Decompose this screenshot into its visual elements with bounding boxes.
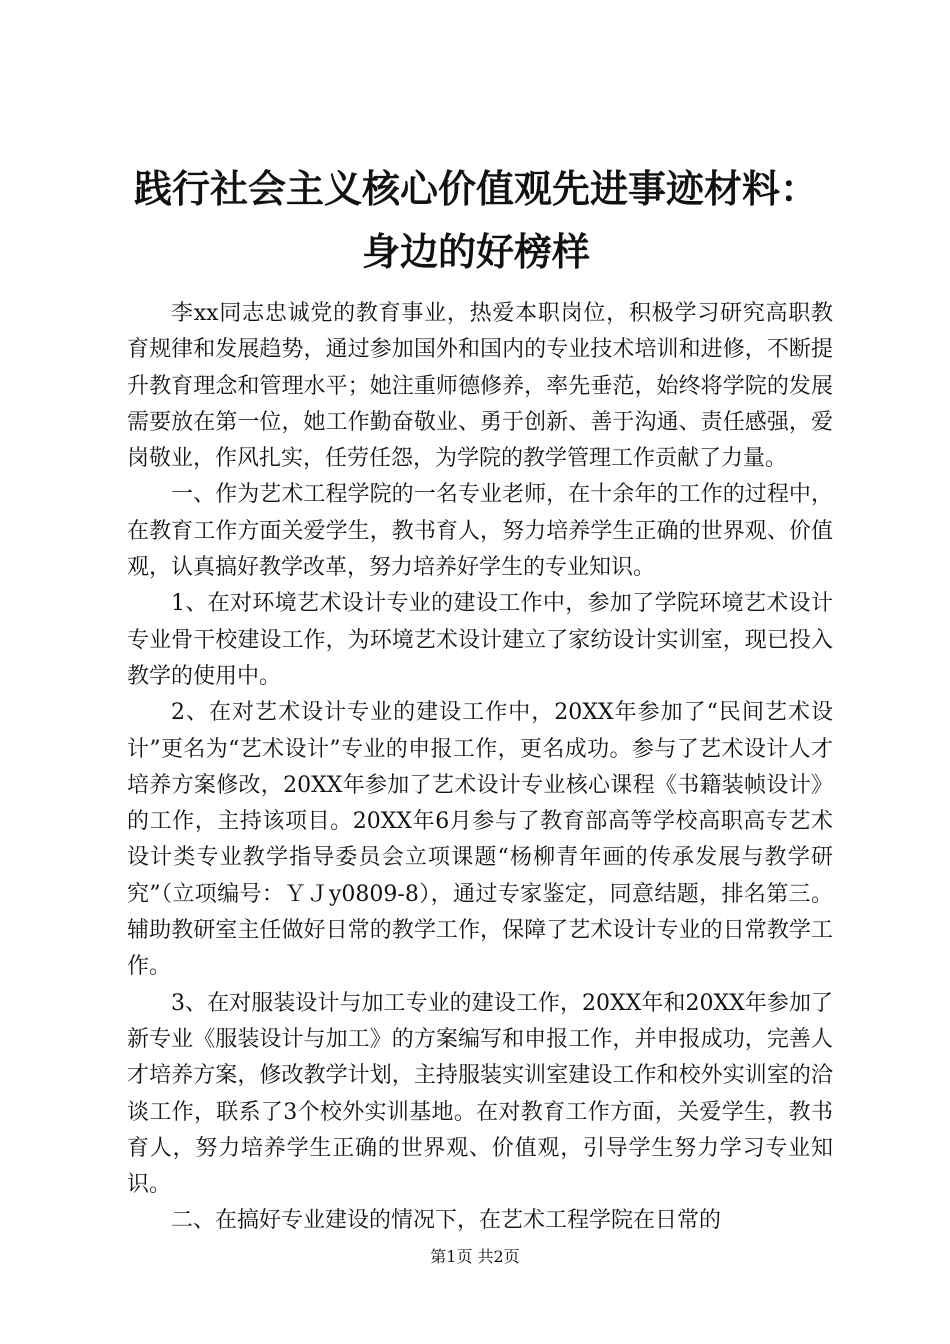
paragraph: 2、在对艺术设计专业的建设工作中，20XX年参加了“民间艺术设计”更名为“艺术设计”专业的申报工作，更名成功。参与了艺术设计人才培养方案修改，20XX年参加了艺术设计专业核心课程《书籍装帧设计》的工作，主持该项目。20XX年6月参与了教育部高等学校高职高专艺术设计类专业教学指导委员会立项课题“杨柳青年画的传承发展与教学研究”（立项编号：ＹＪy0809-8），通过专家鉴定，同意结题，排名第三。辅助教研室主任做好日常的教学工作，保障了艺术设计专业的日常教学工作。: [127, 700, 833, 980]
paragraph: 二、在搞好专业建设的情况下，在艺术工程学院在日常的: [171, 1208, 722, 1234]
paragraph: 李xx同志忠诚党的教育事业，热爱本职岗位，积极学习研究高职教育规律和发展趋势，通过参加国外和国内的专业技术培训和进修，不断提升教育理念和管理水平；她注重师德修养，率先垂范，始终将学院的发展需要放在第一位，她工作勤奋敬业、勇于创新、善于沟通、责任感强，爱岗敬业，作风扎实，任劳任怨，为学院的教学管理工作贡献了力量。: [127, 301, 833, 472]
paragraph: 一、作为艺术工程学院的一名专业老师，在十余年的工作的过程中，在教育工作方面关爱学生，教书育人，努力培养学生正确的世界观、价值观，认真搞好教学改革，努力培养好学生的专业知识。: [127, 482, 833, 581]
document-body: [127, 296, 833, 1240]
document-title: 践行社会主义核心价值观先进事迹材料：身边的好榜样: [133, 166, 818, 274]
page-footer: 第1页 共2页: [430, 1247, 520, 1266]
paragraph: 1、在对环境艺术设计专业的建设工作中，参加了学院环境艺术设计专业骨干校建设工作，为环境艺术设计建立了家纺设计实训室，现已投入教学的使用中。: [127, 591, 833, 689]
paragraph: 3、在对服装设计与加工专业的建设工作，20XX年和20XX年参加了新专业《服装设计与加工》的方案编写和申报工作，并申报成功，完善人才培养方案，修改教学计划，主持服装实训室建设工作和校外实训室的洽谈工作，联系了3个校外实训基地。在对教育工作方面，关爱学生，教书育人，努力培养学生正确的世界观、价值观，引导学生努力学习专业知识。: [127, 990, 833, 1198]
